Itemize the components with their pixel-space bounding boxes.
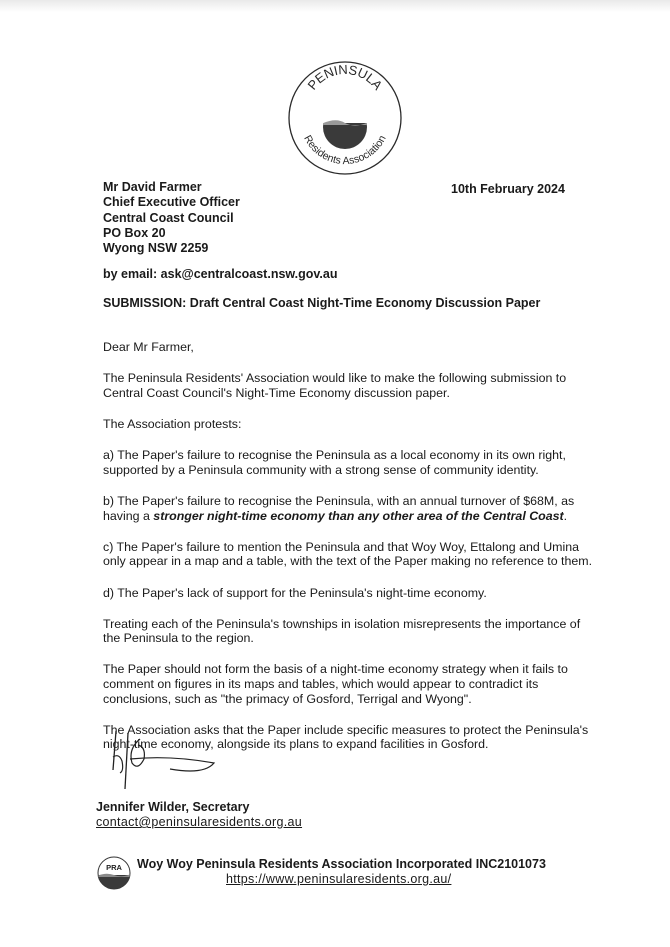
subject-heading: SUBMISSION: Draft Central Coast Night-Time Economy Discussion Paper — [103, 296, 541, 310]
recipient-name: Mr David Farmer — [103, 180, 202, 194]
salutation: Dear Mr Farmer, — [103, 340, 194, 354]
recipient-address — [103, 180, 240, 256]
footer-logo-text: PRA — [106, 863, 122, 872]
point-b-end: . — [563, 508, 568, 523]
recipient-organisation: Central Coast Council — [103, 210, 234, 225]
strategy-paragraph: The Paper should not form the basis of a night-time economy strategy when it fails to comment on figures in its maps and tables, which would appear to contradict its conclusions, such as "the primacy of Gosford, Terrigal and Wyong". — [103, 662, 568, 706]
by-email-line: by email: ask@centralcoast.nsw.gov.au — [103, 267, 338, 281]
signer-name: Jennifer Wilder, Secretary — [96, 800, 250, 814]
protests-lead: The Association protests: — [103, 416, 242, 431]
footer-logo-icon — [97, 856, 131, 890]
point-a: a) The Paper's failure to recognise the Peninsula as a local economy in its own right, supported by a Peninsula community with a strong sense of community identity. — [103, 448, 566, 477]
svg-text:PENINSULA — [304, 62, 385, 93]
point-b-emphasis: stronger night-time economy than any other area of the Central Coast — [153, 508, 564, 523]
footer-website-link[interactable]: https://www.peninsularesidents.org.au/ — [226, 872, 452, 886]
request-paragraph: The Association asks that the Paper include specific measures to protect the Peninsula's night-time economy, alongside its plans to expand facilities in Gosford. — [103, 722, 589, 752]
letter-body — [103, 340, 593, 769]
logo-arc-bottom-text: Residents Association — [301, 133, 389, 168]
handwritten-signature-icon — [110, 725, 230, 795]
isolation-paragraph: Treating each of the Peninsula's townships in isolation misrepresents the importance of the Peninsula to the region. — [103, 616, 581, 646]
point-d: d) The Paper's lack of support for the Peninsula's night-time economy. — [103, 585, 487, 600]
recipient-locality: Wyong NSW 2259 — [103, 241, 209, 256]
point-c: c) The Paper's failure to mention the Peninsula and that Woy Woy, Ettalong and Umina only appear in a map and a table, with the text of the Paper making no reference to them. — [103, 539, 593, 569]
association-logo-icon — [286, 55, 404, 181]
intro-paragraph: The Peninsula Residents' Association would like to make the following submission to Central Coast Council's Night-Time Economy discussion paper. — [103, 371, 567, 400]
point-b — [103, 494, 593, 523]
recipient-po-box: PO Box 20 — [103, 225, 166, 240]
letter-date: 10th February 2024 — [451, 182, 565, 196]
footer-association-name: Woy Woy Peninsula Residents Association Incorporated INC2101073 — [137, 857, 546, 871]
recipient-title: Chief Executive Officer — [103, 195, 240, 210]
point-b-text: b) The Paper's failure to recognise the Peninsula, with an annual turnover of $68M, as having a — [103, 493, 575, 523]
logo-arc-top-text: PENINSULA — [304, 61, 386, 93]
signer-email-link[interactable]: contact@peninsularesidents.org.au — [96, 815, 303, 829]
